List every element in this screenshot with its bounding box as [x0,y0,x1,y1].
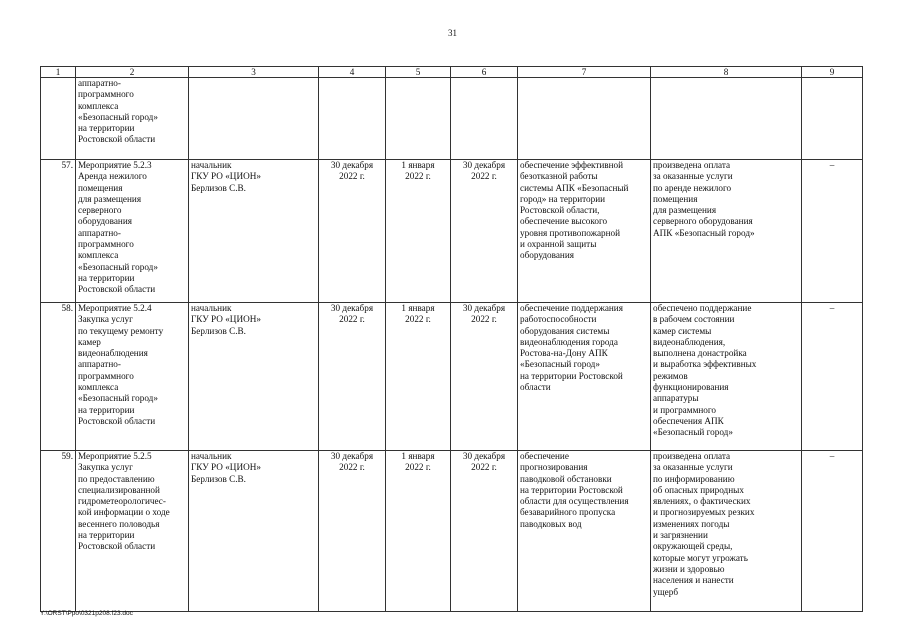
plan-table [40,66,863,612]
expected-result: обеспечение эффективной безотказной работы системы АПК «Безопасный город» на территории Ростовской области, обеспечение высокого уровня противопожарной и охранной защиты оборудования [518,160,651,303]
col9-value: – [802,160,863,303]
column-header: 7 [518,67,651,78]
responsible-person: начальник ГКУ РО «ЦИОН» Берлизов С.В. [189,160,319,303]
column-header: 9 [802,67,863,78]
file-path-footer: Y:\ORST\Ppo\0321p208.f23.doc [40,610,133,617]
event-name: Мероприятие 5.2.3 Аренда нежилого помещения для размещения серверного оборудования аппаратно- программного комплекса «Безопасный город» на территории Ростовской области [76,160,189,303]
col4-date [319,78,386,160]
column-header: 5 [386,67,451,78]
col9-value: – [802,303,863,451]
row-number: 57. [41,160,76,303]
actual-result: произведена оплата за оказанные услуги по информированию об опасных природных явлениях, о фактических и прогнозируемых резких изменениях погоды и загрязнении окружающей среды, которые могут угрожать жизни и здоровью населения и нанести ущерб [651,451,802,612]
page-number: 31 [448,28,457,38]
col5-date: 1 января 2022 г. [386,451,451,612]
col6-date [451,78,518,160]
header-row [41,67,863,78]
col4-date: 30 декабря 2022 г. [319,303,386,451]
col6-date: 30 декабря 2022 г. [451,303,518,451]
column-header: 2 [76,67,189,78]
responsible-person [189,78,319,160]
column-header: 3 [189,67,319,78]
row-number: 58. [41,303,76,451]
col6-date: 30 декабря 2022 г. [451,451,518,612]
table-row [41,451,863,612]
col5-date: 1 января 2022 г. [386,160,451,303]
actual-result: обеспечено поддержание в рабочем состоянии камер системы видеонаблюдения, выполнена донастройка и выработка эффективных режимов функционирования аппаратуры и программного обеспечения АПК «Безопасный город» [651,303,802,451]
event-name: Мероприятие 5.2.4 Закупка услуг по текущему ремонту камер видеонаблюдения аппаратно- программного комплекса «Безопасный город» на территории Ростовской области [76,303,189,451]
expected-result [518,78,651,160]
expected-result: обеспечение прогнозирования паводковой обстановки на территории Ростовской области для осуществления безаварийного пропуска паводковых вод [518,451,651,612]
responsible-person: начальник ГКУ РО «ЦИОН» Берлизов С.В. [189,303,319,451]
actual-result: произведена оплата за оказанные услуги по аренде нежилого помещения для размещения серверного оборудования АПК «Безопасный город» [651,160,802,303]
responsible-person: начальник ГКУ РО «ЦИОН» Берлизов С.В. [189,451,319,612]
col6-date: 30 декабря 2022 г. [451,160,518,303]
row-number: 59. [41,451,76,612]
event-name: Мероприятие 5.2.5 Закупка услуг по предоставлению специализированной гидрометеорологичес- кой информации о ходе весеннего половодья на территории Ростовской области [76,451,189,612]
col9-value [802,78,863,160]
event-name: аппаратно- программного комплекса «Безопасный город» на территории Ростовской области [76,78,189,160]
table-row [41,78,863,160]
col4-date: 30 декабря 2022 г. [319,451,386,612]
col5-date: 1 января 2022 г. [386,303,451,451]
column-header: 4 [319,67,386,78]
expected-result: обеспечение поддержания работоспособности оборудования системы видеонаблюдения города Ростова-на-Дону АПК «Безопасный город» на территории Ростовской области [518,303,651,451]
table-row [41,160,863,303]
col9-value: – [802,451,863,612]
column-header: 8 [651,67,802,78]
column-header: 1 [41,67,76,78]
row-number [41,78,76,160]
col4-date: 30 декабря 2022 г. [319,160,386,303]
table-row [41,303,863,451]
column-header: 6 [451,67,518,78]
actual-result [651,78,802,160]
col5-date [386,78,451,160]
